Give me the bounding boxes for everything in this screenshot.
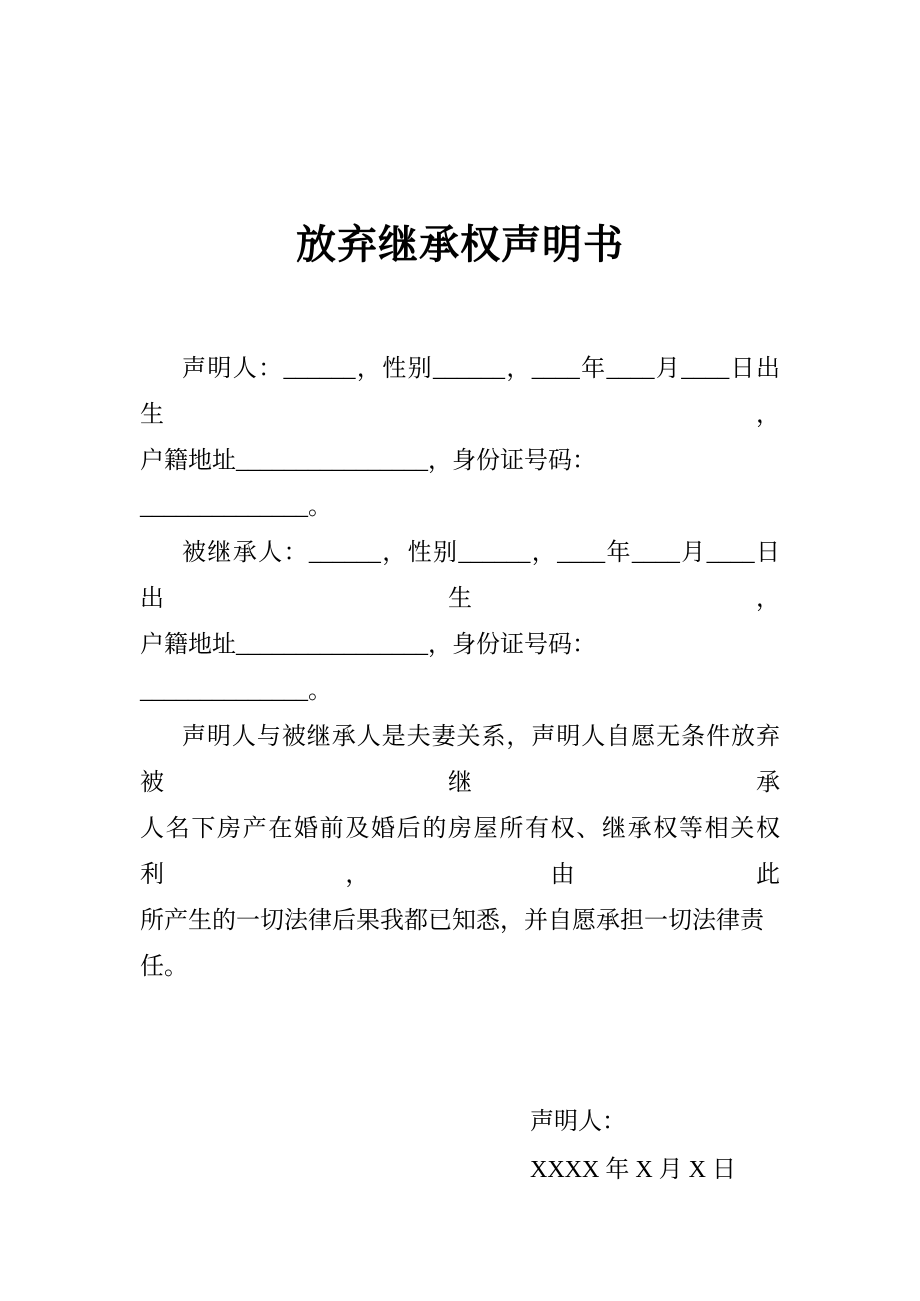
signature-block <box>530 1098 780 1194</box>
document-body <box>140 346 780 990</box>
paragraph-decedent-line-1: 被继承人：______，性别______，____年____月____日出生， <box>140 540 780 612</box>
document-content <box>140 0 780 1194</box>
paragraph-statement-line-3: 所产生的一切法律后果我都已知悉，并自愿承担一切法律责任。 <box>140 908 764 980</box>
signature-signer-label: 声明人： <box>530 1109 626 1135</box>
paragraph-declarant-line-1: 声明人：______，性别______，____年____月____日出生， <box>140 356 780 428</box>
signature-date-line: XXXX 年 X 月 X 日 <box>530 1157 736 1183</box>
paragraph-statement-line-2: 人名下房产在婚前及婚后的房屋所有权、继承权等相关权利，由此 <box>140 816 780 888</box>
page-title: 放弃继承权声明书 <box>296 222 624 267</box>
paragraph-declarant-line-2: 户籍地址________________，身份证号码：______________。 <box>140 448 596 520</box>
paragraph-decedent-line-2: 户籍地址________________，身份证号码：______________。 <box>140 632 596 704</box>
paragraph-statement-line-1: 声明人与被继承人是夫妻关系，声明人自愿无条件放弃被继承 <box>140 724 780 796</box>
